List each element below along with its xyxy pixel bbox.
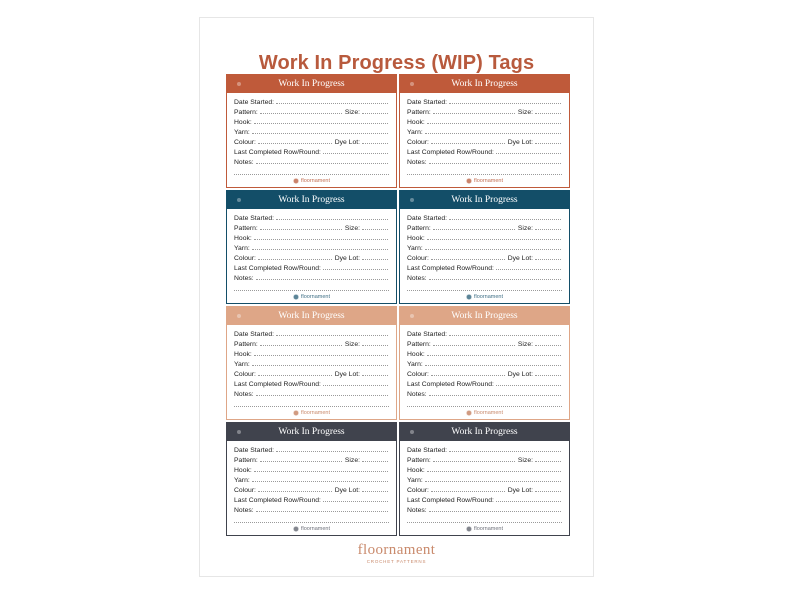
field-label: Date Started: bbox=[407, 447, 448, 454]
notes-line bbox=[407, 398, 562, 407]
write-line bbox=[276, 218, 388, 220]
write-line bbox=[362, 490, 388, 492]
write-line bbox=[535, 112, 561, 114]
field-label: Hook: bbox=[234, 119, 252, 126]
tag-body bbox=[400, 93, 569, 175]
write-line bbox=[254, 122, 388, 124]
write-line bbox=[362, 344, 388, 346]
write-line bbox=[449, 450, 561, 452]
write-line bbox=[427, 470, 561, 472]
field-colour bbox=[407, 484, 562, 494]
field-label: Notes: bbox=[234, 159, 254, 166]
wip-tag-4 bbox=[399, 190, 570, 304]
write-line bbox=[535, 490, 561, 492]
field-pattern bbox=[407, 454, 562, 464]
field-label: Pattern: bbox=[234, 341, 258, 348]
write-line bbox=[496, 384, 561, 386]
notes-line bbox=[407, 166, 562, 175]
field-date-started bbox=[407, 212, 562, 222]
tag-logo-text: floornament bbox=[473, 294, 504, 300]
tag-logo bbox=[400, 526, 569, 532]
field-label: Pattern: bbox=[407, 457, 431, 464]
write-line bbox=[425, 480, 561, 482]
field-label: Last Completed Row/Round: bbox=[234, 149, 321, 156]
field-label: Colour: bbox=[234, 487, 256, 494]
tag-logo-text: floornament bbox=[300, 294, 331, 300]
field-label: Yarn: bbox=[407, 361, 423, 368]
write-line bbox=[276, 334, 388, 336]
write-line bbox=[433, 460, 515, 462]
tag-body bbox=[400, 325, 569, 407]
field-hook bbox=[234, 464, 389, 474]
write-line bbox=[258, 490, 332, 492]
field-hook bbox=[407, 116, 562, 126]
write-line bbox=[431, 142, 505, 144]
wip-tag-8 bbox=[399, 422, 570, 536]
tag-logo bbox=[400, 178, 569, 184]
write-line bbox=[260, 344, 342, 346]
write-line bbox=[256, 162, 388, 164]
tag-body bbox=[400, 441, 569, 523]
write-line bbox=[433, 344, 515, 346]
field-yarn bbox=[407, 474, 562, 484]
page-title: Work In Progress (WIP) Tags bbox=[258, 52, 535, 74]
write-line bbox=[323, 384, 388, 386]
write-line bbox=[431, 490, 505, 492]
write-line bbox=[323, 268, 388, 270]
field-date-started bbox=[234, 96, 389, 106]
field-label: Notes: bbox=[234, 391, 254, 398]
write-line bbox=[252, 364, 388, 366]
field-label: Date Started: bbox=[407, 215, 448, 222]
tag-body bbox=[227, 209, 396, 291]
field-date-started bbox=[234, 444, 389, 454]
write-line bbox=[276, 102, 388, 104]
field-pattern bbox=[234, 338, 389, 348]
notes-line bbox=[234, 514, 389, 523]
tag-logo bbox=[227, 410, 396, 416]
field-colour bbox=[234, 368, 389, 378]
field-label: Size: bbox=[517, 341, 533, 348]
write-line bbox=[256, 278, 388, 280]
field-hook bbox=[234, 348, 389, 358]
field-pattern bbox=[407, 222, 562, 232]
field-yarn bbox=[234, 358, 389, 368]
write-line bbox=[496, 152, 561, 154]
brand-name: floornament bbox=[357, 542, 436, 558]
write-line bbox=[256, 394, 388, 396]
field-label: Colour: bbox=[407, 139, 429, 146]
field-pattern bbox=[234, 222, 389, 232]
field-label: Dye Lot: bbox=[507, 139, 533, 146]
write-line bbox=[427, 238, 561, 240]
field-label: Pattern: bbox=[234, 457, 258, 464]
write-line bbox=[323, 500, 388, 502]
flower-icon bbox=[466, 410, 472, 416]
tag-logo-text: floornament bbox=[473, 410, 504, 416]
field-label: Colour: bbox=[407, 487, 429, 494]
write-line bbox=[260, 460, 342, 462]
tag-header bbox=[227, 75, 396, 93]
field-last-row bbox=[234, 262, 389, 272]
field-hook bbox=[234, 232, 389, 242]
write-line bbox=[496, 268, 561, 270]
write-line bbox=[254, 238, 388, 240]
field-pattern bbox=[407, 106, 562, 116]
field-label: Yarn: bbox=[407, 129, 423, 136]
field-date-started bbox=[234, 212, 389, 222]
field-hook bbox=[407, 232, 562, 242]
tag-logo-text: floornament bbox=[300, 526, 331, 532]
field-label: Colour: bbox=[234, 139, 256, 146]
tag-header bbox=[227, 307, 396, 325]
notes-line bbox=[407, 282, 562, 291]
field-yarn bbox=[407, 242, 562, 252]
field-date-started bbox=[407, 328, 562, 338]
tag-header bbox=[400, 75, 569, 93]
tag-header-title: Work In Progress bbox=[278, 79, 345, 89]
field-label: Last Completed Row/Round: bbox=[407, 265, 494, 272]
tag-hole-icon bbox=[237, 82, 241, 86]
field-label: Last Completed Row/Round: bbox=[407, 149, 494, 156]
field-label: Hook: bbox=[234, 351, 252, 358]
write-line bbox=[496, 500, 561, 502]
field-label: Notes: bbox=[407, 159, 427, 166]
tag-hole-icon bbox=[410, 82, 414, 86]
write-line bbox=[258, 258, 332, 260]
tag-header bbox=[400, 307, 569, 325]
field-label: Date Started: bbox=[234, 447, 275, 454]
tag-logo bbox=[400, 294, 569, 300]
write-line bbox=[323, 152, 388, 154]
tag-hole-icon bbox=[410, 314, 414, 318]
field-label: Yarn: bbox=[407, 477, 423, 484]
field-label: Colour: bbox=[407, 255, 429, 262]
tag-hole-icon bbox=[237, 430, 241, 434]
field-label: Yarn: bbox=[234, 129, 250, 136]
field-hook bbox=[407, 348, 562, 358]
field-last-row bbox=[234, 146, 389, 156]
field-last-row bbox=[234, 378, 389, 388]
field-yarn bbox=[234, 242, 389, 252]
field-date-started bbox=[407, 444, 562, 454]
write-line bbox=[362, 374, 388, 376]
field-label: Size: bbox=[517, 225, 533, 232]
field-colour bbox=[234, 252, 389, 262]
field-label: Notes: bbox=[234, 275, 254, 282]
tag-header-title: Work In Progress bbox=[451, 195, 518, 205]
tag-logo bbox=[227, 526, 396, 532]
field-hook bbox=[407, 464, 562, 474]
field-label: Notes: bbox=[234, 507, 254, 514]
write-line bbox=[433, 228, 515, 230]
write-line bbox=[252, 480, 388, 482]
write-line bbox=[362, 258, 388, 260]
field-last-row bbox=[234, 494, 389, 504]
field-label: Notes: bbox=[407, 507, 427, 514]
write-line bbox=[429, 162, 561, 164]
field-label: Dye Lot: bbox=[334, 487, 360, 494]
write-line bbox=[535, 460, 561, 462]
notes-line bbox=[407, 514, 562, 523]
tag-logo-text: floornament bbox=[473, 526, 504, 532]
tag-logo-text: floornament bbox=[300, 410, 331, 416]
wip-tag-3 bbox=[226, 190, 397, 304]
field-label: Hook: bbox=[407, 351, 425, 358]
wip-tag-7 bbox=[226, 422, 397, 536]
field-colour bbox=[234, 136, 389, 146]
field-label: Dye Lot: bbox=[507, 371, 533, 378]
field-label: Dye Lot: bbox=[334, 371, 360, 378]
field-label: Pattern: bbox=[234, 225, 258, 232]
field-label: Hook: bbox=[407, 467, 425, 474]
tag-header bbox=[227, 423, 396, 441]
field-colour bbox=[407, 368, 562, 378]
field-yarn bbox=[407, 358, 562, 368]
field-label: Date Started: bbox=[234, 215, 275, 222]
write-line bbox=[425, 132, 561, 134]
tag-hole-icon bbox=[237, 198, 241, 202]
write-line bbox=[425, 248, 561, 250]
field-label: Colour: bbox=[407, 371, 429, 378]
write-line bbox=[254, 354, 388, 356]
write-line bbox=[362, 142, 388, 144]
field-label: Pattern: bbox=[407, 109, 431, 116]
field-label: Colour: bbox=[234, 255, 256, 262]
field-label: Colour: bbox=[234, 371, 256, 378]
field-pattern bbox=[234, 106, 389, 116]
field-label: Size: bbox=[517, 457, 533, 464]
field-notes bbox=[234, 388, 389, 398]
field-label: Size: bbox=[344, 341, 360, 348]
wip-tag-6 bbox=[399, 306, 570, 420]
flower-icon bbox=[293, 294, 299, 300]
write-line bbox=[276, 450, 388, 452]
field-last-row bbox=[407, 494, 562, 504]
tag-header bbox=[227, 191, 396, 209]
write-line bbox=[535, 258, 561, 260]
field-label: Dye Lot: bbox=[507, 255, 533, 262]
notes-line bbox=[234, 398, 389, 407]
write-line bbox=[258, 374, 332, 376]
flower-icon bbox=[466, 294, 472, 300]
wip-tag-2 bbox=[399, 74, 570, 188]
field-label: Hook: bbox=[407, 235, 425, 242]
tag-header-title: Work In Progress bbox=[278, 195, 345, 205]
field-label: Yarn: bbox=[407, 245, 423, 252]
field-label: Last Completed Row/Round: bbox=[234, 497, 321, 504]
field-yarn bbox=[407, 126, 562, 136]
field-yarn bbox=[234, 126, 389, 136]
field-last-row bbox=[407, 146, 562, 156]
tag-header bbox=[400, 191, 569, 209]
write-line bbox=[429, 510, 561, 512]
field-label: Size: bbox=[344, 225, 360, 232]
field-label: Dye Lot: bbox=[507, 487, 533, 494]
write-line bbox=[429, 394, 561, 396]
flower-icon bbox=[466, 526, 472, 532]
tag-header-title: Work In Progress bbox=[278, 427, 345, 437]
field-label: Pattern: bbox=[407, 341, 431, 348]
field-colour bbox=[407, 136, 562, 146]
field-notes bbox=[234, 156, 389, 166]
field-hook bbox=[234, 116, 389, 126]
field-pattern bbox=[407, 338, 562, 348]
brand-tagline: CROCHET PATTERNS bbox=[366, 559, 427, 564]
write-line bbox=[425, 364, 561, 366]
field-label: Hook: bbox=[234, 467, 252, 474]
field-colour bbox=[234, 484, 389, 494]
tag-header-title: Work In Progress bbox=[451, 311, 518, 321]
write-line bbox=[431, 258, 505, 260]
field-label: Date Started: bbox=[234, 99, 275, 106]
flower-icon bbox=[293, 526, 299, 532]
flower-icon bbox=[293, 178, 299, 184]
field-label: Yarn: bbox=[234, 477, 250, 484]
write-line bbox=[431, 374, 505, 376]
field-notes bbox=[234, 272, 389, 282]
field-label: Pattern: bbox=[407, 225, 431, 232]
write-line bbox=[362, 112, 388, 114]
field-label: Notes: bbox=[407, 275, 427, 282]
write-line bbox=[449, 334, 561, 336]
field-label: Dye Lot: bbox=[334, 139, 360, 146]
notes-line bbox=[234, 282, 389, 291]
field-label: Date Started: bbox=[234, 331, 275, 338]
tag-header-title: Work In Progress bbox=[451, 79, 518, 89]
field-notes bbox=[234, 504, 389, 514]
tag-header-title: Work In Progress bbox=[278, 311, 345, 321]
field-label: Size: bbox=[344, 457, 360, 464]
field-label: Last Completed Row/Round: bbox=[234, 381, 321, 388]
write-line bbox=[260, 228, 342, 230]
field-label: Dye Lot: bbox=[334, 255, 360, 262]
tag-hole-icon bbox=[410, 430, 414, 434]
field-yarn bbox=[234, 474, 389, 484]
field-label: Size: bbox=[517, 109, 533, 116]
write-line bbox=[535, 228, 561, 230]
write-line bbox=[427, 354, 561, 356]
notes-line bbox=[234, 166, 389, 175]
brand-logo bbox=[200, 542, 593, 564]
write-line bbox=[429, 278, 561, 280]
tag-hole-icon bbox=[237, 314, 241, 318]
write-line bbox=[254, 470, 388, 472]
field-date-started bbox=[407, 96, 562, 106]
tag-logo bbox=[400, 410, 569, 416]
tag-logo bbox=[227, 178, 396, 184]
field-label: Hook: bbox=[407, 119, 425, 126]
field-label: Last Completed Row/Round: bbox=[234, 265, 321, 272]
field-colour bbox=[407, 252, 562, 262]
write-line bbox=[433, 112, 515, 114]
tag-body bbox=[400, 209, 569, 291]
flower-icon bbox=[466, 178, 472, 184]
write-line bbox=[449, 102, 561, 104]
field-label: Last Completed Row/Round: bbox=[407, 381, 494, 388]
tag-hole-icon bbox=[410, 198, 414, 202]
flower-icon bbox=[293, 410, 299, 416]
field-label: Yarn: bbox=[234, 245, 250, 252]
tag-header-title: Work In Progress bbox=[451, 427, 518, 437]
write-line bbox=[535, 142, 561, 144]
write-line bbox=[252, 248, 388, 250]
tag-header bbox=[400, 423, 569, 441]
field-date-started bbox=[234, 328, 389, 338]
write-line bbox=[252, 132, 388, 134]
wip-tag-1 bbox=[226, 74, 397, 188]
field-last-row bbox=[407, 262, 562, 272]
write-line bbox=[258, 142, 332, 144]
write-line bbox=[260, 112, 342, 114]
write-line bbox=[535, 374, 561, 376]
write-line bbox=[362, 460, 388, 462]
tag-body bbox=[227, 441, 396, 523]
field-label: Date Started: bbox=[407, 331, 448, 338]
field-notes bbox=[407, 272, 562, 282]
field-label: Pattern: bbox=[234, 109, 258, 116]
field-notes bbox=[407, 388, 562, 398]
field-label: Yarn: bbox=[234, 361, 250, 368]
tag-body bbox=[227, 93, 396, 175]
field-last-row bbox=[407, 378, 562, 388]
field-label: Size: bbox=[344, 109, 360, 116]
write-line bbox=[449, 218, 561, 220]
field-notes bbox=[407, 504, 562, 514]
field-label: Last Completed Row/Round: bbox=[407, 497, 494, 504]
tag-grid bbox=[226, 74, 569, 536]
tag-body bbox=[227, 325, 396, 407]
field-notes bbox=[407, 156, 562, 166]
tag-logo bbox=[227, 294, 396, 300]
write-line bbox=[256, 510, 388, 512]
field-pattern bbox=[234, 454, 389, 464]
field-label: Hook: bbox=[234, 235, 252, 242]
write-line bbox=[535, 344, 561, 346]
wip-tag-5 bbox=[226, 306, 397, 420]
field-label: Notes: bbox=[407, 391, 427, 398]
write-line bbox=[362, 228, 388, 230]
tag-logo-text: floornament bbox=[300, 178, 331, 184]
tag-logo-text: floornament bbox=[473, 178, 504, 184]
document-page bbox=[199, 17, 594, 577]
field-label: Date Started: bbox=[407, 99, 448, 106]
write-line bbox=[427, 122, 561, 124]
